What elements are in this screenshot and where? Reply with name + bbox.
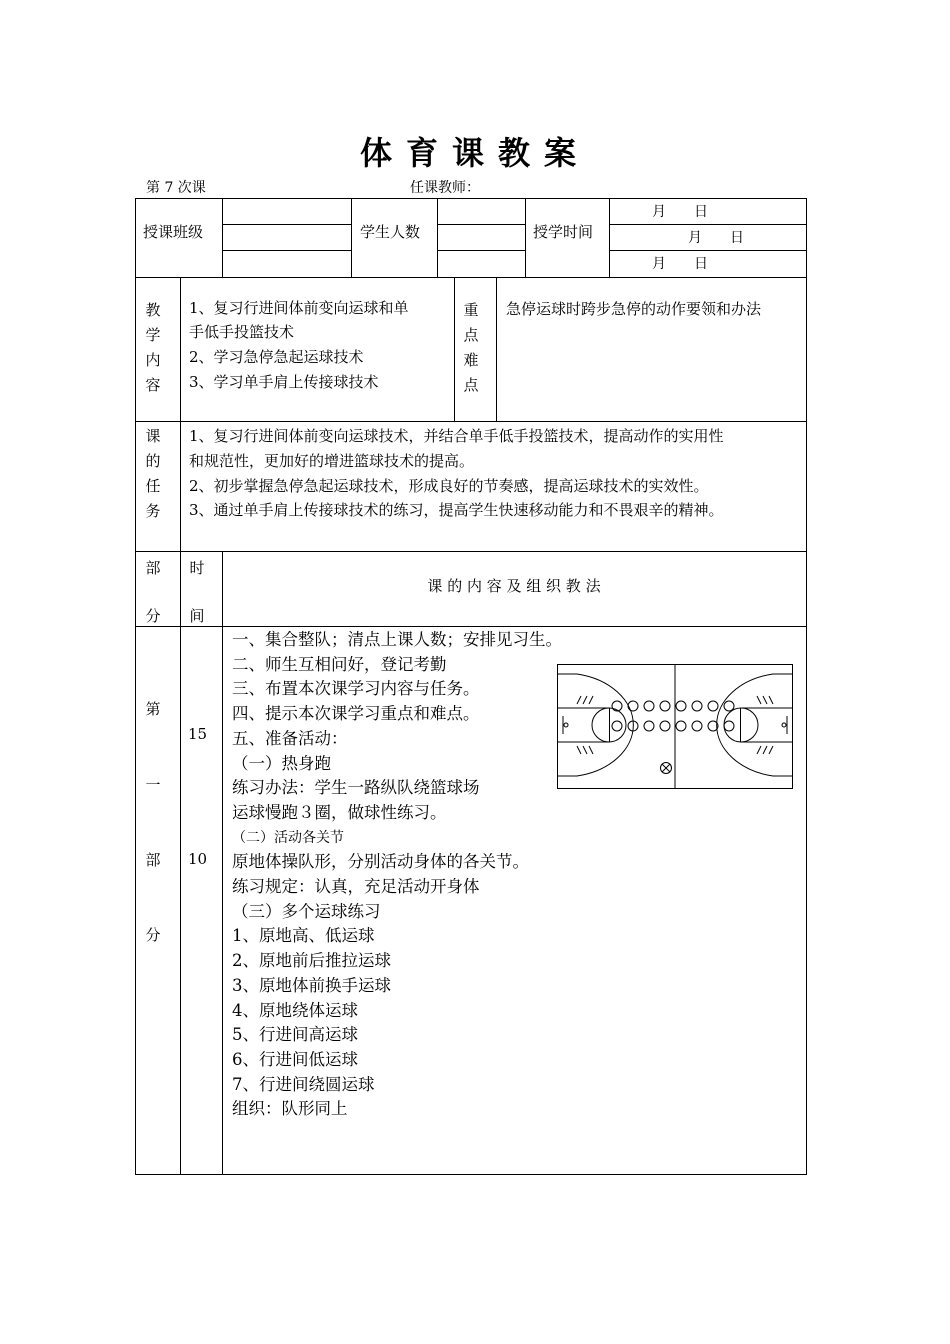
page-title: 体育课教案 bbox=[359, 134, 590, 172]
date-3: 月 日 bbox=[652, 256, 708, 272]
date-2: 月 日 bbox=[688, 230, 744, 246]
left-basket bbox=[564, 723, 568, 727]
lesson-number: 第 7 次课 bbox=[146, 180, 206, 196]
right-paint bbox=[741, 708, 793, 742]
date-1: 月 日 bbox=[652, 204, 708, 220]
left-hash-marks bbox=[577, 696, 593, 754]
basketball-court-diagram bbox=[557, 664, 793, 789]
time-header-1: 时 bbox=[189, 559, 205, 577]
right-basket bbox=[782, 723, 786, 727]
time-10: 10 bbox=[188, 850, 208, 868]
right-hash-marks bbox=[757, 696, 773, 754]
key-points-text: 急停运球时跨步急停的动作要领和办法 bbox=[506, 300, 762, 318]
teacher-label: 任课教师： bbox=[410, 180, 480, 196]
students-row-bottom bbox=[612, 721, 734, 731]
part-header-1: 部 bbox=[145, 559, 161, 577]
class-label: 授课班级 bbox=[143, 223, 204, 241]
students-label: 学生人数 bbox=[360, 223, 421, 241]
teacher-marker-icon bbox=[661, 763, 672, 774]
right-three-point-arc bbox=[717, 674, 793, 776]
content-header: 课 的 内 容 及 组 织 教 法 bbox=[427, 577, 601, 595]
part-one-content: 一、集合整队；清点上课人数；安排见习生。 二、师生互相问好，登记考勤 三、布置本次课学习内容与任务。 四、提示本次课学习重点和难点。 五、准备活动： （一）热身跑 练习办法：学生一路纵队绕篮球场 运球慢跑３圈，做球性练习。 （二）活动各关节 原地体操队形，分别活动身体的各关节。 练习规定：认真，充足活动开身体 （三）多个运球练习 1、原地高、低运球 2、原地前后推拉运球 3、原地体前换手运球 4、原地绕体运球 5、行进间高运球 6、行进间低运球 7、行进间绕圆运球 组织：队形同上 bbox=[232, 630, 562, 1119]
part-header-2: 分 bbox=[145, 607, 161, 625]
time-label: 授学时间 bbox=[533, 223, 594, 241]
left-paint bbox=[558, 708, 610, 742]
time-15: 15 bbox=[188, 725, 208, 743]
time-header-2: 间 bbox=[189, 607, 205, 625]
